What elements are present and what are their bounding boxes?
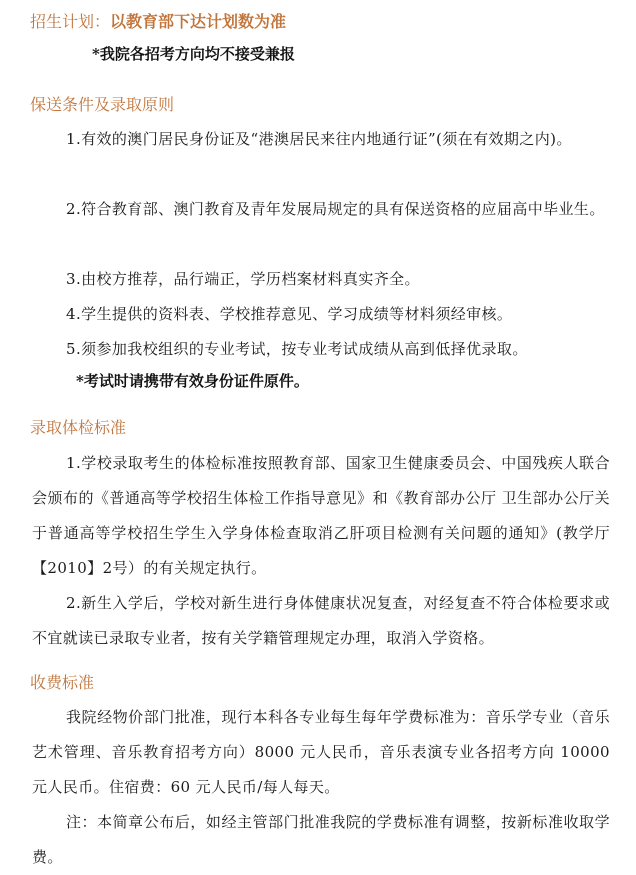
conditions-item-2: 2.符合教育部、澳门教育及青年发展局规定的具有保送资格的应届高中毕业生。 (66, 200, 605, 218)
fees-heading: 收费标准 (30, 673, 95, 692)
plan-heading (30, 12, 286, 32)
plan-value: 以教育部下达计划数为准 (110, 12, 287, 31)
conditions-item-5: 5.须参加我校组织的专业考试，按专业考试成绩从高到低择优录取。 (66, 340, 528, 358)
conditions-item-4: 4.学生提供的资料表、学校推荐意见、学习成绩等材料须经审核。 (66, 305, 513, 323)
health-item-2: 2.新生入学后，学校对新生进行身体健康状况复查，对经复查不符合体检要求或不宜就读已录取专业者，按有关学籍管理规定办理，取消入学资格。 (32, 594, 610, 647)
conditions-item-3: 3.由校方推荐，品行端正，学历档案材料真实齐全。 (66, 270, 420, 288)
health-heading: 录取体检标准 (30, 418, 127, 437)
fees-item-2: 注：本简章公布后，如经主管部门批准我院的学费标准有调整，按新标准收取学费。 (32, 813, 610, 866)
plan-label: 招生计划： (30, 12, 111, 31)
plan-note: *我院各招考方向均不接受兼报 (92, 45, 295, 63)
conditions-item-1: 1.有效的澳门居民身份证及“港澳居民来往内地通行证”(须在有效期之内)。 (66, 130, 572, 148)
fees-item-1: 我院经物价部门批准，现行本科各专业每生每年学费标准为：音乐学专业（音乐艺术管理、音乐教育招考方向）8000 元人民币，音乐表演专业各招考方向 10000 元人民币。住宿费：60 元人民币/每人每天。 (32, 708, 610, 796)
conditions-note: *考试时请携带有效身份证件原件。 (76, 372, 309, 390)
conditions-heading: 保送条件及录取原则 (30, 95, 175, 114)
health-item-1: 1.学校录取考生的体检标准按照教育部、国家卫生健康委员会、中国残疾人联合会颁布的《普通高等学校招生体检工作指导意见》和《教育部办公厅 卫生部办公厅关于普通高等学校招生学生入学身体检查取消乙肝项目检测有关问题的通知》(教学厅【2010】2号）的有关规定执行。 (32, 454, 610, 577)
